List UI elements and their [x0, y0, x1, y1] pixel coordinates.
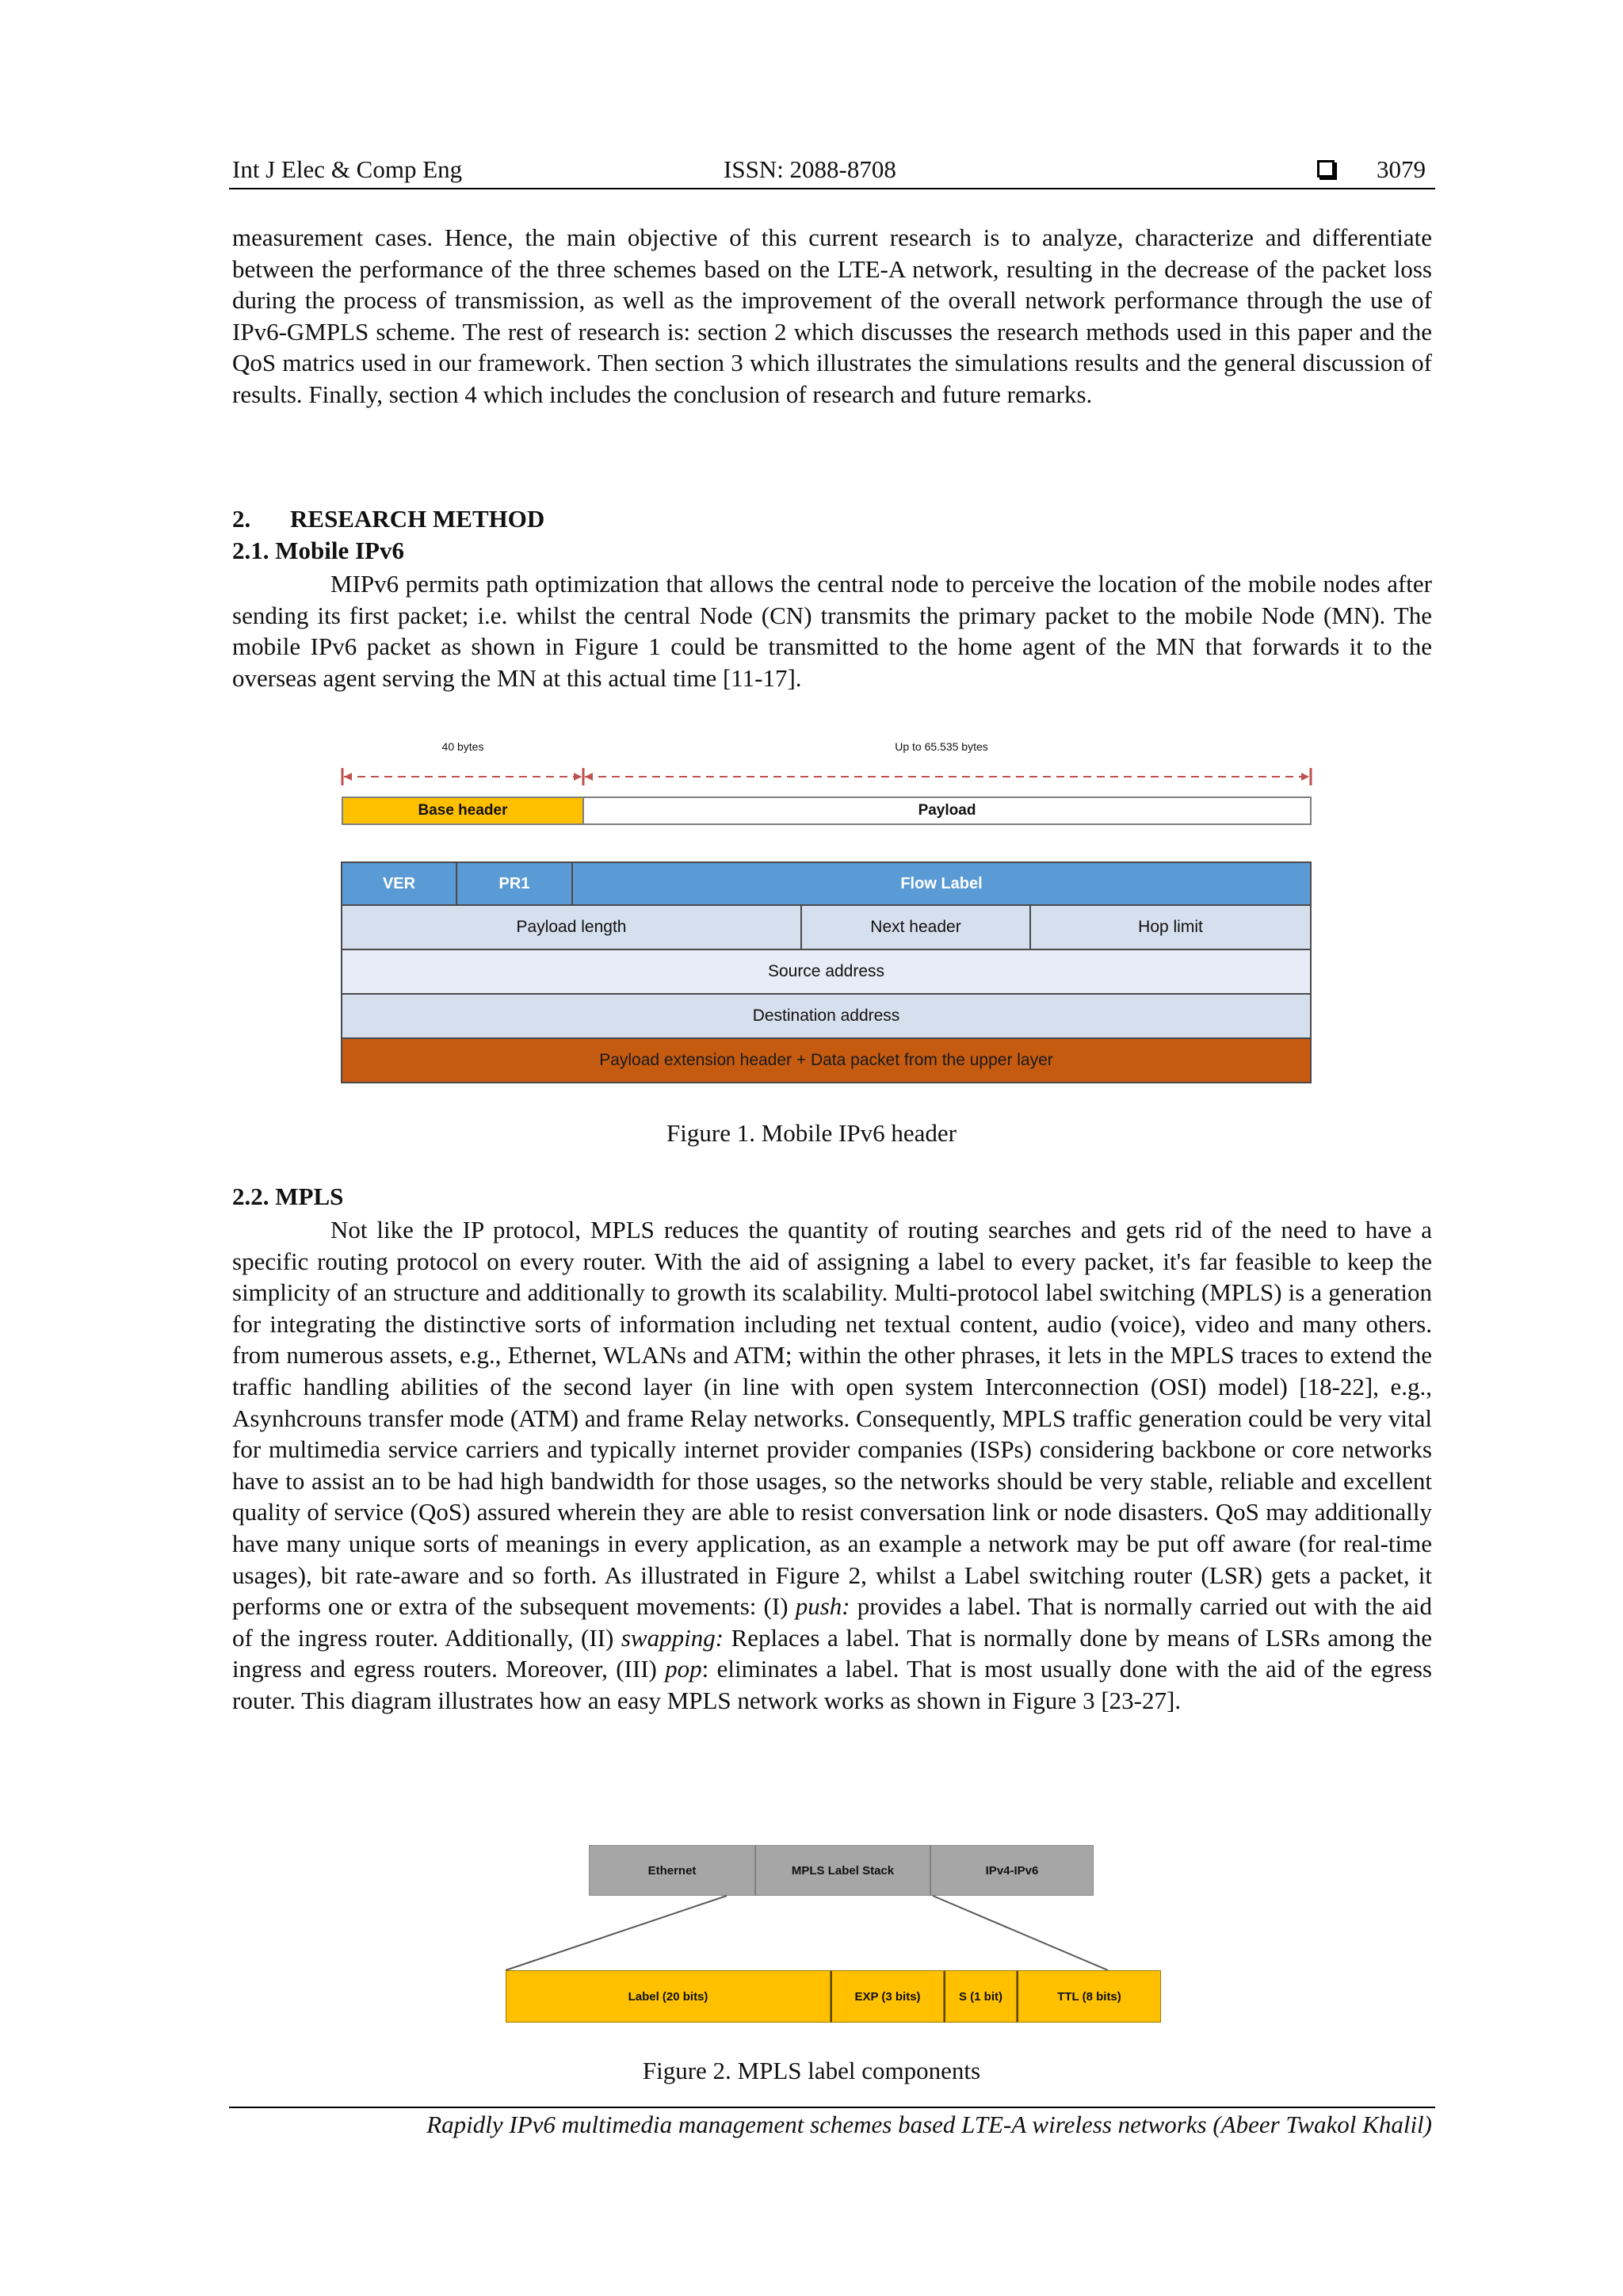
- subsection-title-mobile-ipv6: 2.1. Mobile IPv6: [232, 537, 404, 564]
- header-rule: [229, 188, 1435, 189]
- section-number: 2.: [232, 505, 251, 533]
- mpls-text-1: Not like the IP protocol, MPLS reduces the quantity of routing searches and gets rid of the need to have a specific routing protocol on every router. With the aid of assigning a label to every packet, it's far feasible to keep the simplicity of an structure and additionally to growth its scalability. Multi-protocol label switching (MPLS) is a generation for integrating the distinctive sorts of information including net textual content, audio (voice), video and many others. from numerous assets, e.g., Ethernet, WLANs and ATM; within the other phrases, it lets in the MPLS traces to extend the traffic handling abilities of the second layer (in line with open system Interconnection (OSI) model) [18-22], e.g., Asynhcrouns transfer mode (ATM) and frame Relay networks. Consequently, MPLS traffic generation could be very vital for multimedia service carriers and typically internet provider companies (ISPs) considering backbone or core networks have to assist an to be had high bandwidth for those usages, so the networks should be very stable, reliable and excellent quality of service (QoS) assured wherein they are able to resist conversation link or node disasters. QoS may additionally have many unique sorts of meanings in every application, as an example a network may be put off aware (for real-time usages), bit rate-aware and so forth. As illustrated in Figure 2, whilst a Label switching router (LSR) gets a packet, it performs one or extra of the subsequent movements: (I): [232, 1216, 1432, 1621]
- byte-dimension-lines: [333, 757, 1323, 789]
- push-term: push:: [795, 1592, 850, 1621]
- dim-label-40-bytes: 40 bytes: [441, 740, 484, 753]
- swapping-term: swapping:: [621, 1623, 724, 1652]
- subsection-title-mpls: 2.2. MPLS: [232, 1182, 344, 1210]
- page-number: 3079: [1377, 155, 1426, 183]
- mpls-text-2: provides a label. That is normally carried out with the aid of the ingress router. Additionally, (II): [232, 1592, 1432, 1652]
- dim-label-payload-bytes: Up to 65.535 bytes: [895, 740, 988, 753]
- base-header-box: Base header: [342, 797, 584, 825]
- mpls-paragraph: [232, 1214, 1432, 1717]
- footer-rule: [229, 2107, 1435, 2108]
- intro-paragraph: measurement cases. Hence, the main objective of this current research is to analyze, characterize and differentiate between the performance of the three schemes based on the LTE-A network, resulting in the decrease of the packet loss during the process of transmission, as well as the improvement of the overall network performance through the use of IPv6-GMPLS scheme. The rest of research is: section 2 which discusses the research methods used in this paper and the QoS matrics used in our framework. Then section 3 which illustrates the simulations results and the general discussion of results. Finally, section 4 which includes the conclusion of research and future remarks.: [232, 223, 1432, 408]
- checkbox-square-icon: [1317, 160, 1335, 178]
- issn: ISSN: 2088-8708: [724, 155, 896, 183]
- figure-2-caption: Figure 2. MPLS label components: [642, 2057, 981, 2084]
- section-title: RESEARCH METHOD: [290, 505, 545, 533]
- mpls-text-4: : eliminates a label. That is most usually done with the aid of the egress router. This diagram illustrates how an easy MPLS network works as shown in Figure 3 [23-27].: [232, 1655, 1432, 1714]
- source-address-field: Source address: [341, 950, 1312, 995]
- s-field: S (1 bit): [944, 1970, 1017, 2023]
- pop-term: pop: [665, 1655, 702, 1683]
- label-field: Label (20 bits): [506, 1970, 831, 2023]
- pr1-field: PR1: [457, 861, 573, 906]
- ethernet-box: Ethernet: [589, 1845, 755, 1896]
- ver-field: VER: [341, 861, 457, 906]
- ttl-field: TTL (8 bits): [1017, 1970, 1161, 2023]
- zoom-lines: [499, 1894, 1117, 1973]
- flow-label-field: Flow Label: [573, 861, 1312, 906]
- extension-header-field: Payload extension header + Data packet from the upper layer: [341, 1039, 1312, 1083]
- hop-limit-field: Hop limit: [1031, 906, 1312, 950]
- payload-box: Payload: [584, 797, 1312, 825]
- destination-address-field: Destination address: [341, 995, 1312, 1039]
- mpls-text-3: Replaces a label. That is normally done by means of LSRs among the ingress and egress routers. Moreover, (III): [232, 1623, 1432, 1683]
- mpls-label-stack-box: MPLS Label Stack: [755, 1845, 930, 1896]
- payload-length-field: Payload length: [341, 906, 802, 950]
- exp-field: EXP (3 bits): [831, 1970, 944, 2023]
- mobile-ipv6-paragraph: MIPv6 permits path optimization that allows the central node to perceive the location of the mobile nodes after sending its first packet; i.e. whilst the central Node (CN) transmits the primary packet to the mobile Node (MN). The mobile IPv6 packet as shown in Figure 1 could be transmitted to the home agent of the MN that forwards it to the overseas agent serving the MN at this actual time [11-17].: [232, 570, 1432, 692]
- next-header-field: Next header: [802, 906, 1031, 950]
- journal-name: Int J Elec & Comp Eng: [232, 155, 463, 183]
- ipv4-ipv6-box: IPv4-IPv6: [930, 1845, 1094, 1896]
- figure-1-caption: Figure 1. Mobile IPv6 header: [666, 1119, 957, 1147]
- running-footer: Rapidly IPv6 multimedia management schemes based LTE-A wireless networks (Abeer Twakol Khalil): [426, 2111, 1432, 2138]
